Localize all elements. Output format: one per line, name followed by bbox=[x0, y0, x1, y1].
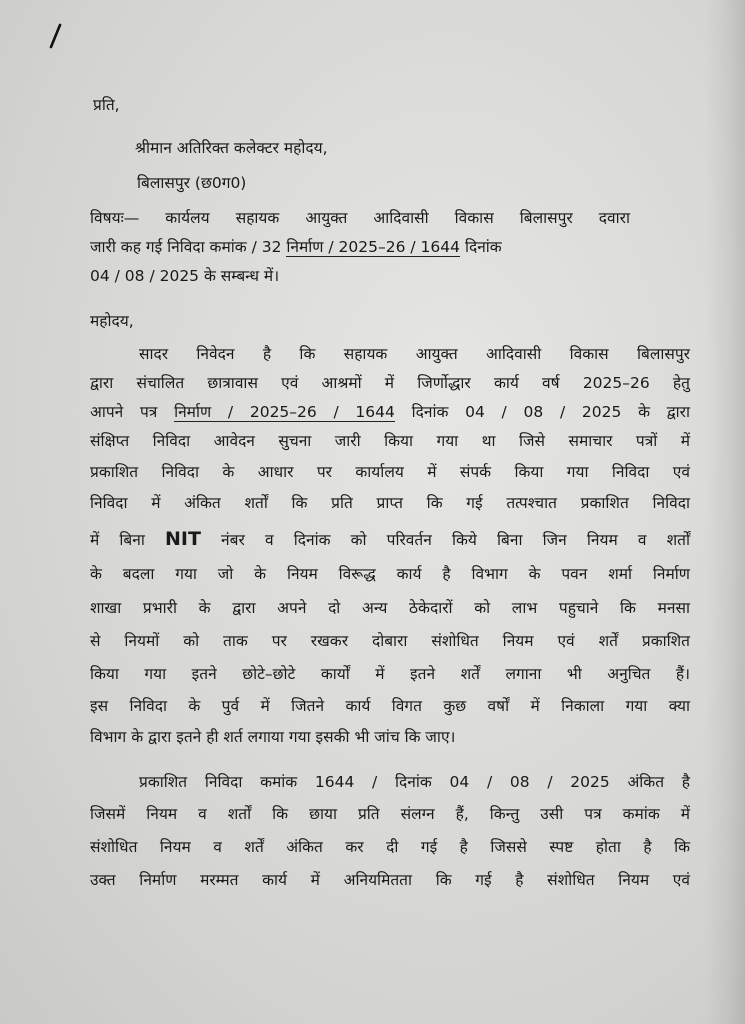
addressee-line-2: बिलासपुर (छ0ग0) bbox=[137, 174, 247, 192]
para1-line-9: शाखा प्रभारी के द्वारा अपने दो अन्य ठेकेदारों को लाभ पहुचाने कि मनसा bbox=[90, 599, 690, 617]
pen-stroke-mark bbox=[44, 22, 66, 50]
para1-text: आपने पत्र bbox=[90, 403, 175, 421]
para2-line-4: उक्त निर्माण मरम्मत कार्य में अनियमितता कि गई है संशोधित नियम एवं bbox=[90, 871, 690, 889]
para2-line-1: प्रकाशित निविदा कमांक 1644 / दिनांक 04 / 08 / 2025 अंकित है bbox=[139, 773, 690, 791]
para2-line-3: संशोधित नियम व शर्तें अंकित कर दी गई है जिससे स्पष्ट होता है कि bbox=[90, 838, 690, 856]
nit-label: NIT bbox=[165, 528, 201, 550]
subject-underlined-ref: निर्माण / 2025–26 / 1644 bbox=[286, 238, 461, 256]
para1-date-text: दिनांक 04 / 08 / 2025 के द्वारा bbox=[394, 403, 690, 421]
para1-line-10: से नियमों को ताक पर रखकर दोबारा संशोधित नियम एवं शर्तें प्रकाशित bbox=[90, 632, 690, 650]
para1-line-4: संक्षिप्त निविदा आवेदन सुचना जारी किया गया था जिसे समाचार पत्रों में bbox=[90, 432, 690, 450]
para1-line-2: द्वारा संचालित छात्रावास एवं आश्रमों में जिर्णोद्धार कार्य वर्ष 2025–26 हेतु bbox=[90, 374, 690, 392]
addressee-line-1: श्रीमान अतिरिक्त कलेक्टर महोदय, bbox=[135, 139, 328, 157]
para1-text: नंबर व दिनांक को परिवर्तन किये बिना जिन नियम व शर्तों bbox=[200, 531, 690, 549]
subject-date-label: दिनांक bbox=[460, 238, 502, 256]
para1-underlined-ref: निर्माण / 2025–26 / 1644 bbox=[174, 403, 395, 421]
salutation-to: प्रति, bbox=[93, 96, 120, 114]
greeting: महोदय, bbox=[90, 312, 134, 330]
para1-line-12: इस निविदा के पुर्व में जितने कार्य विगत कुछ वर्षों में निकाला गया क्या bbox=[90, 697, 690, 715]
para1-line-13: विभाग के द्वारा इतने ही शर्त लगाया गया इसकी भी जांच कि जाए। bbox=[90, 728, 456, 746]
para2-line-2: जिसमें नियम व शर्तों कि छाया प्रति संलग्न हैं, किन्तु उसी पत्र कमांक में bbox=[90, 805, 690, 823]
subject-line-2 bbox=[90, 236, 502, 258]
page-edge-shadow bbox=[705, 0, 745, 1024]
subject-line-3: 04 / 08 / 2025 के सम्बन्ध में। bbox=[90, 267, 280, 285]
para1-line-11: किया गया इतने छोटे–छोटे कार्यों में इतने शर्तें लगाना भी अनुचित हैं। bbox=[90, 665, 690, 683]
para1-line-5: प्रकाशित निविदा के आधार पर कार्यालय में संपर्क किया गया निविदा एवं bbox=[90, 463, 690, 481]
para1-text: में बिना bbox=[90, 531, 165, 549]
para1-line-1: सादर निवेदन है कि सहायक आयुक्त आदिवासी विकास बिलासपुर bbox=[139, 345, 690, 363]
para1-line-8: के बदला गया जो के नियम विरूद्ध कार्य है विभाग के पवन शर्मा निर्माण bbox=[90, 565, 690, 583]
subject-line-1: विषयः— कार्यलय सहायक आयुक्त आदिवासी विकास बिलासपुर दवारा bbox=[90, 209, 630, 227]
para1-line-3 bbox=[90, 401, 690, 423]
subject-text: जारी कह गई निविदा कमांक / 32 bbox=[90, 238, 287, 256]
para1-line-7 bbox=[90, 528, 690, 551]
para1-line-6: निविदा में अंकित शर्तों कि प्रति प्राप्त कि गई तत्पश्चात प्रकाशित निविदा bbox=[90, 494, 690, 512]
